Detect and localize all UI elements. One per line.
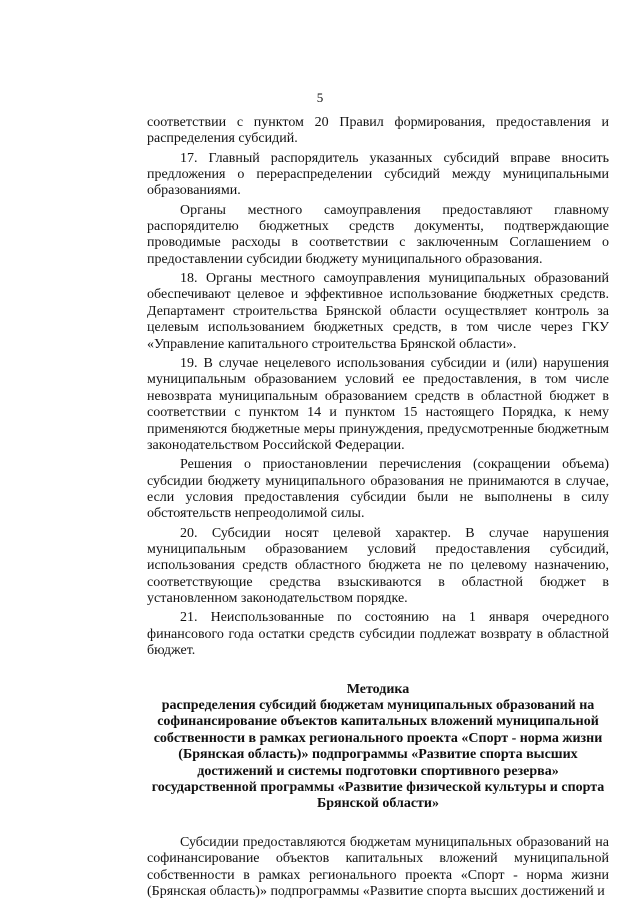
paragraph-item-20: 20. Субсидии носят целевой характер. В случае нарушения муниципальным образованием условий предоставления субсидий, использования средств областного бюджета не по целевому назначению, соответствующие средства взыскиваются в областной бюджет в установленном законодательством порядке. [147,525,609,607]
methodology-paragraph: Субсидии предоставляются бюджетам муниципальных образований на софинансирование объектов капитальных вложений муниципальной собственности в рамках регионального проекта «Спорт - норма жизни (Брянская область)» подпрограммы «Развитие спорта высших достижений и [147,834,609,900]
paragraph-item-21: 21. Неиспользованные по состоянию на 1 января очередного финансового года остатки средств субсидии подлежат возврату в областной бюджет. [147,610,609,659]
methodology-heading [147,682,609,813]
heading-title: Методика [346,681,410,697]
heading-subtitle: распределения субсидий бюджетам муниципальных образований на софинансирование объектов капитальных вложений муниципальной собственности в рамках регионального проекта «Спорт - норма жизни (Брянская область)» подпрограммы «Развитие спорта высших достижений и системы подготовки спортивного резерва» государственной программы «Развитие физической культуры и спорта Брянской области» [151,697,605,812]
document-body [147,115,609,903]
paragraph-item-19: 19. В случае нецелевого использования субсидии и (или) нарушения муниципальным образованием условий ее предоставления, в том числе невозврата муниципальным образованием средств в областной бюджет в соответствии с пунктом 14 и пунктом 15 настоящего Порядка, к нему применяются бюджетные меры принуждения, предусмотренные бюджетным законодательством Российской Федерации. [147,355,609,453]
paragraph-item-18: 18. Органы местного самоуправления муниципальных образований обеспечивают целевое и эффективное использование бюджетных средств. Департамент строительства Брянской области осуществляет контроль за целевым использованием бюджетных средств, в том числе через ГКУ «Управление капитального строительства Брянской области». [147,271,609,352]
page-number: 5 [316,90,324,105]
paragraph-item-17: 17. Главный распорядитель указанных субсидий вправе вносить предложения о перераспределении субсидий между муниципальными образованиями. [147,150,609,199]
paragraph-item-19-suspension: Решения о приостановлении перечисления (сокращении объема) субсидии бюджету муниципального образования не принимаются в случае, если условия предоставления субсидии были не выполнены в силу обстоятельств непреодолимой силы. [147,457,609,522]
paragraph-continuation: соответствии с пунктом 20 Правил формирования, предоставления и распределения субсидий. [147,115,609,147]
paragraph-item-17-documents: Органы местного самоуправления предоставляют главному распорядителю бюджетных средств документы, подтверждающие проводимые расходы в соответствии с заключенным Соглашением о предоставлении субсидии бюджету муниципального образования. [147,202,609,267]
